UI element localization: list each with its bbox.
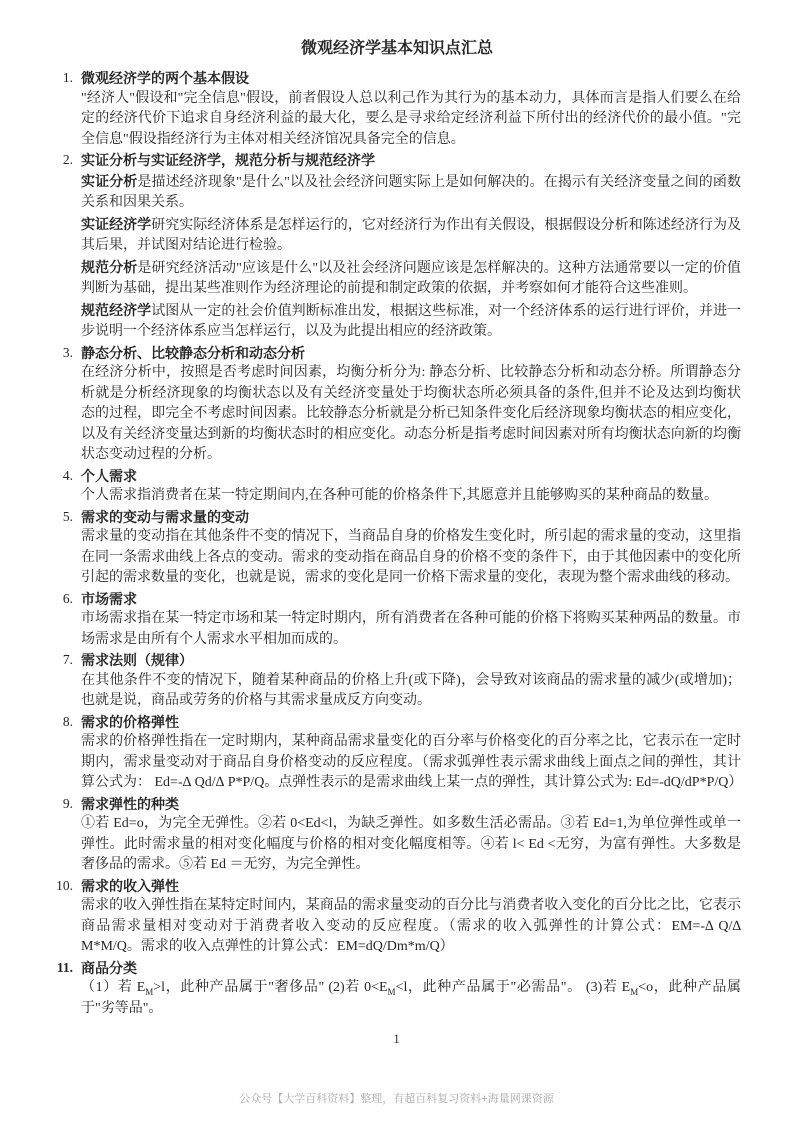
item-number: 2.	[62, 152, 73, 167]
page-title: 微观经济学基本知识点汇总	[300, 40, 493, 57]
list-item	[53, 466, 741, 507]
item-paragraph: 市场需求指在某一特定市场和某一特定时期内，所有消费者在各种可能的价格下将购买某种两品的数量。市场需求是由所有个人需求水平相加而成的。	[81, 611, 741, 647]
item-paragraph: 个人需求指消费者在某一特定期间内,在各种可能的价格条件下,其愿意并且能够购买的某种商品的数量。	[81, 488, 718, 503]
item-content	[81, 650, 741, 712]
item-heading: 商品分类	[81, 959, 137, 976]
item-paragraph: 需求的价格弹性指在一定时期内，某种商品需求量变化的百分率与价格变化的百分率之比，它表示在一定时期内，需求量变动对于商品自身价格变动的反应程度。（需求弧弹性表示需求曲线上面点之间的弹性，其计算公式为： Ed=-∆ Qd/∆ P*P/Q。点弹性表示的是需求曲线上某一点的弹性，其计算公式为: Ed=-dQ/dP*P/Q）	[81, 734, 743, 790]
item-paragraph: "经济人"假设和"完全信息"假设，前者假设人总以利己作为其行为的基本动力，具体而言是指人们要么在给定的经济代价下追求自身经济利益的最大化，要么是寻求给定经济利益下所付出的经济代价的最小值。"完全信息"假设指经济行为主体对相关经济馆况具备完全的信息。	[81, 90, 741, 147]
item-content	[81, 958, 741, 1020]
item-heading: 个人需求	[81, 467, 137, 484]
list-item	[53, 343, 741, 466]
item-paragraph: 实证经济学研究实际经济体系是怎样运行的，它对经济行为作出有关假设，根据假设分析和陈述经济行为及其后果，并试图对结论进行检验。	[81, 215, 741, 253]
item-number: 1.	[62, 70, 73, 85]
item-heading: 需求的变动与需求量的变动	[81, 508, 249, 525]
item-number: 9.	[62, 795, 73, 811]
item-paragraph: 实证分析是描述经济现象"是什么"以及社会经济问题实际上是如何解决的。在揭示有关经济变量之间的函数关系和因果关系。	[81, 172, 741, 210]
list-item	[53, 589, 741, 651]
item-number: 8.	[62, 713, 73, 729]
item-number: 3.	[62, 344, 73, 360]
list-item	[53, 794, 741, 876]
item-number: 11.	[56, 959, 73, 975]
item-paragraph: （1）若 $E_M>l$，此种产品属于"奢侈品" (2)若 $0<E_M<l$，此种产品属于"必需品"。 (3)若 $E_M<o$，此种产品属于"劣等品"。	[81, 980, 741, 1016]
item-number: 4.	[62, 467, 73, 483]
item-heading: 实证分析与实证经济学，规范分析与规范经济学	[81, 152, 375, 168]
item-heading: 市场需求	[81, 590, 137, 607]
item-number: 6.	[62, 590, 73, 606]
item-heading: 需求的价格弹性	[81, 713, 179, 730]
item-paragraph: 在经济分析中，按照是否考虑时间因素，均衡分析分为: 静态分析、比较静态分析和动态分桥。所谓静态分析就是分析经济现象的均衡状态以及有关经济变量处于均衡状态所必须具备的条件,但并不论及达到均衡状态的过程，即完全不考虑时间因素。比较静态分析就是分析已知条件变化后经济现象均衡状态的相应变化，以及有关经济变量达到新的均衡状态时的相应变化。动态分析是指考虑时间因素对所有均衡状态向新的均衡状态变动过程的分析。	[81, 365, 741, 462]
footer-note: 公众号【大学百科资料】整理，有超百科复习资料+海量网课资源	[239, 1093, 554, 1105]
item-paragraph: 规范分析是研究经济活动"应该是什么"以及社会经济问题应该是怎样解决的。这种方法通常要以一定的价值判断为基础，提出某些准则作为经济理论的前提和制定政策的依据，并考察如何才能符合这些准则。	[81, 258, 741, 296]
item-heading: 需求的收入弹性	[81, 877, 179, 894]
items-list	[53, 68, 741, 1019]
item-content	[81, 466, 741, 507]
item-paragraph: 需求量的变动指在其他条件不变的情况下，当商品自身的价格发生变化时，所引起的需求量的变动，这里指在同一条需求曲线上各点的变动。需求的变动指在商品自身的价格不变的条件下，由于其他因素中的变化所引起的需求数量的变化，也就是说，需求的变化是同一价格下需求量的变化，表现为整个需求曲线的移动。	[81, 529, 741, 585]
item-heading: 需求法则（规律）	[81, 652, 193, 668]
document-body	[53, 38, 741, 1019]
item-paragraph: 规范经济学试图从一定的社会价值判断标准出发，根据这些标准，对一个经济体系的运行进行评价，并进一步说明一个经济体系应当怎样运行，以及为此提出相应的经济政策。	[81, 301, 741, 339]
item-heading: 静态分析、比较静态分析和动态分析	[81, 344, 305, 361]
item-content	[81, 589, 741, 651]
list-item	[53, 507, 741, 589]
item-content	[81, 150, 741, 343]
list-item	[53, 68, 741, 150]
item-heading: 微观经济学的两个基本假设	[81, 70, 249, 86]
list-item	[53, 876, 741, 958]
item-content	[81, 68, 741, 150]
list-item	[53, 958, 741, 1020]
list-item	[53, 712, 741, 794]
item-content	[81, 343, 741, 466]
page-number: 1	[393, 1031, 400, 1046]
list-item	[53, 150, 741, 343]
item-content	[81, 876, 741, 958]
item-number: 5.	[62, 508, 73, 524]
item-content	[81, 712, 741, 794]
item-number: 7.	[62, 652, 73, 667]
item-content	[81, 794, 741, 876]
item-paragraph: 需求的收入弹性指在某特定时间内，某商品的需求量变动的百分比与消费者收入变化的百分比之比，它表示商品需求量相对变动对于消费者收入变动的反应程度。（需求的收入弧弹性的计算公式：EM=-∆ Q/∆ M*M/Q。需求的收入点弹性的计算公式：EM=dQ/Dm*m/Q）	[81, 898, 741, 954]
item-content	[81, 507, 741, 589]
item-paragraph: ①若 Ed=o，为完全无弹性。②若 0<Ed<l，为缺乏弹性。如多数生活必需品。③若 Ed=1,为单位弹性或单一弹性。此时需求量的相对变化幅度与价格的相对变化幅度相等。④若 l< Ed <无穷，为富有弹性。大多数是奢侈品的需求。⑤若 Ed ＝无穷，为完全弹性。	[81, 816, 741, 872]
item-number: 10.	[56, 877, 73, 893]
list-item	[53, 650, 741, 712]
item-paragraph: 在其他条件不变的情况下，随着某种商品的价格上升(或下降)，会导致对该商品的需求量的减少(或增加)；也就是说，商品或劳务的价格与其需求量成反方向变动。	[81, 672, 741, 708]
item-heading: 需求弹性的种类	[81, 795, 179, 812]
